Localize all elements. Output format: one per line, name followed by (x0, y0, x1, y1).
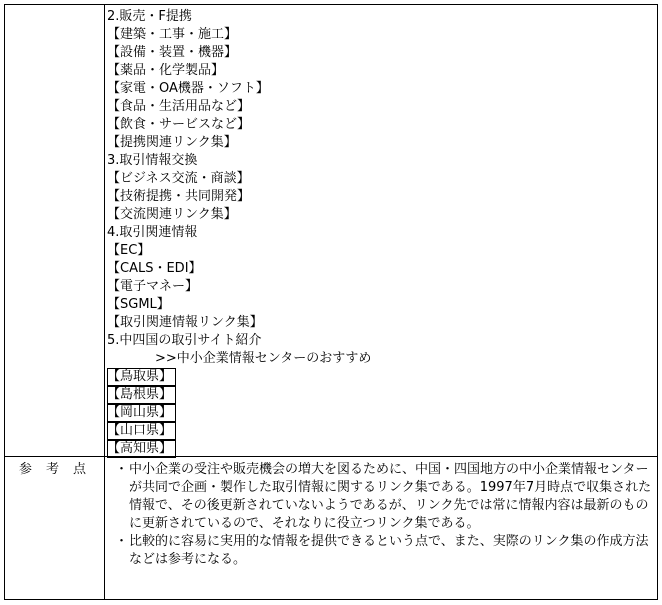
link-list (107, 8, 647, 458)
reference-note (111, 533, 656, 569)
category-link-row (107, 242, 647, 260)
category-link-row (107, 188, 647, 206)
prefecture-link-row (107, 386, 647, 404)
section-heading (107, 152, 647, 170)
category-link[interactable]: 【取引関連情報リンク集】 (107, 315, 263, 330)
category-link-row (107, 116, 647, 134)
prefecture-link-row (107, 422, 647, 440)
category-link-row (107, 278, 647, 296)
section-heading (107, 332, 647, 350)
category-link[interactable]: 【技術提携・共同開発】 (107, 189, 251, 204)
reference-note (111, 461, 656, 533)
category-link[interactable]: 【CALS・EDI】 (107, 261, 202, 276)
section-heading-text: 3.取引情報交換 (107, 153, 198, 168)
column-divider (104, 5, 105, 599)
category-link[interactable]: 【設備・装置・機器】 (107, 45, 238, 60)
category-link-row (107, 62, 647, 80)
section-heading-text: 2.販売・F提携 (107, 9, 192, 24)
note-text: 中小企業の受注や販売機会の増大を図るために、中国・四国地方の中小企業情報センターが共同で企画・製作した取引情報に関するリンク集である。1997年7月時点で収集された情報で、その後更新されていないようであるが、リンク先では常に情報内容は最新のものに更新されているので、それなりに役立つリンク集である。 (129, 462, 652, 531)
prefecture-link[interactable]: 【島根県】 (107, 386, 176, 404)
category-link[interactable]: 【ビジネス交流・商談】 (107, 171, 250, 186)
category-link-row (107, 80, 647, 98)
category-link-row (107, 260, 647, 278)
category-link[interactable]: 【EC】 (107, 243, 151, 258)
category-link[interactable]: 【家電・OA機器・ソフト】 (107, 81, 269, 96)
content-table (4, 4, 658, 600)
section-heading (107, 8, 647, 26)
category-link-row (107, 314, 647, 332)
bullet-icon: ・ (115, 462, 129, 477)
reference-notes (111, 461, 656, 569)
section-heading (107, 224, 647, 242)
bullet-icon: ・ (115, 534, 129, 549)
category-link[interactable]: 【飲食・サービスなど】 (107, 117, 251, 132)
prefecture-link[interactable]: 【鳥取県】 (107, 368, 176, 386)
category-link-row (107, 170, 647, 188)
category-link-row (107, 26, 647, 44)
category-link[interactable]: 【交流関連リンク集】 (107, 207, 237, 222)
category-link[interactable]: 【SGML】 (107, 297, 170, 312)
category-link[interactable]: 【薬品・化学製品】 (107, 63, 225, 78)
section-heading-text: 4.取引関連情報 (107, 225, 198, 240)
prefecture-link[interactable]: 【岡山県】 (107, 404, 176, 422)
category-link-row (107, 296, 647, 314)
prefecture-link[interactable]: 【高知県】 (107, 440, 176, 458)
prefecture-link-row (107, 440, 647, 458)
category-link-row (107, 98, 647, 116)
prefecture-link-row (107, 368, 647, 386)
prefecture-link[interactable]: 【山口県】 (107, 422, 176, 440)
recommendation-note (107, 350, 647, 368)
category-link[interactable]: 【建築・工事・施工】 (107, 27, 238, 42)
category-link[interactable]: 【電子マネー】 (107, 279, 199, 294)
reference-label: 参考点 (18, 462, 100, 477)
recommendation-text: >>中小企業情報センターのおすすめ (155, 351, 372, 366)
category-link-row (107, 44, 647, 62)
prefecture-link-row (107, 404, 647, 422)
category-link-row (107, 206, 647, 224)
category-link[interactable]: 【食品・生活用品など】 (107, 99, 251, 114)
note-text: 比較的に容易に実用的な情報を提供できるという点で、また、実際のリンク集の作成方法などは参考になる。 (129, 534, 649, 567)
category-link[interactable]: 【提携関連リンク集】 (107, 135, 237, 150)
category-link-row (107, 134, 647, 152)
section-heading-text: 5.中四国の取引サイト紹介 (107, 333, 262, 348)
